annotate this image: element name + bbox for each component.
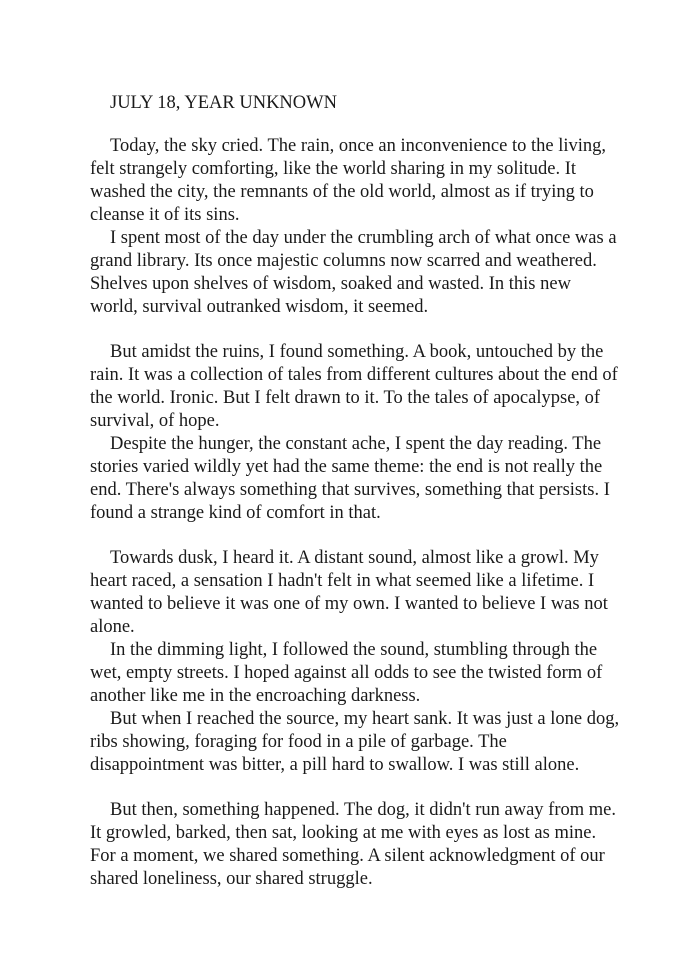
paragraph: In the dimming light, I followed the sound, stumbling through the wet, empty streets. I hoped against all odds to see the twisted form of another like me in the encroaching darkness. [90, 640, 603, 706]
paragraph: But when I reached the source, my heart sank. It was just a lone dog, ribs showing, foraging for food in a pile of garbage. The disappointment was bitter, a pill hard to swallow. I was still alone. [90, 709, 620, 775]
section-2 [90, 341, 620, 525]
section-gap [90, 777, 620, 799]
paragraph: Towards dusk, I heard it. A distant sound, almost like a growl. My heart raced, a sensation I hadn't felt in what seemed like a lifetime. I wanted to believe it was one of my own. I wanted to believe I was not alone. [90, 548, 608, 637]
journal-content [90, 92, 620, 891]
section-gap [90, 525, 620, 547]
paragraph: Despite the hunger, the constant ache, I spent the day reading. The stories varied wildly yet had the same theme: the end is not really the end. There's always something that survives, something that persists. I found a strange kind of comfort in that. [90, 434, 610, 523]
section-1 [90, 135, 620, 319]
paragraph: I spent most of the day under the crumbling arch of what once was a grand library. Its once majestic columns now scarred and weathered. Shelves upon shelves of wisdom, soaked and wasted. In this new world, survival outranked wisdom, it seemed. [90, 228, 617, 317]
paragraph: Today, the sky cried. The rain, once an inconvenience to the living, felt strangely comforting, like the world sharing in my solitude. It washed the city, the remnants of the old world, almost as if trying to cleanse it of its sins. [90, 136, 606, 225]
section-3 [90, 547, 620, 777]
section-4 [90, 799, 620, 891]
paragraph: But then, something happened. The dog, it didn't run away from me. It growled, barked, then sat, looking at me with eyes as lost as mine. For a moment, we shared something. A silent acknowledgment of our shared loneliness, our shared struggle. [90, 800, 616, 889]
paragraph: But amidst the ruins, I found something. A book, untouched by the rain. It was a collection of tales from different cultures about the end of the world. Ironic. But I felt drawn to it. To the tales of apocalypse, of survival, of hope. [90, 342, 618, 431]
section-gap [90, 319, 620, 341]
entry-date-heading: JULY 18, YEAR UNKNOWN [110, 93, 337, 113]
